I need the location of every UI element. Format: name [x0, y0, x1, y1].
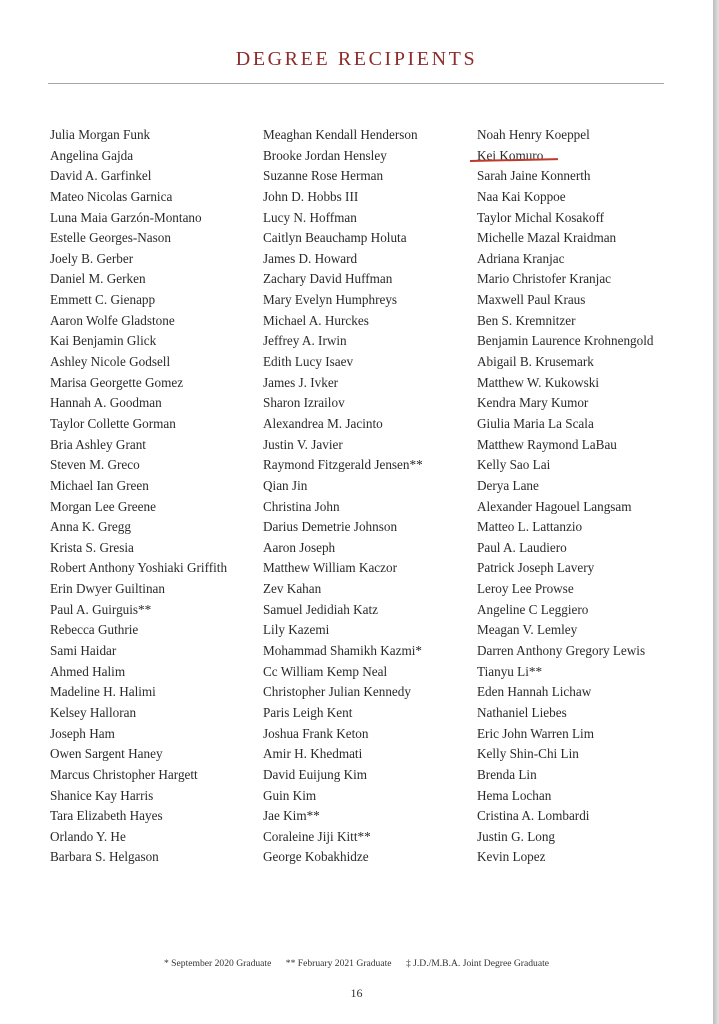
- recipient-name: Cristina A. Lombardi: [477, 808, 590, 824]
- heading-divider: [48, 83, 664, 84]
- recipient-name: Orlando Y. He: [50, 828, 126, 844]
- recipient-name: Kelly Shin-Chi Lin: [477, 746, 579, 762]
- recipient-name: Ashley Nicole Godsell: [50, 354, 171, 370]
- recipient-name: David Euijung Kim: [263, 766, 368, 782]
- recipient-name: Sharon Izrailov: [263, 395, 345, 411]
- recipient-name: Angelina Gajda: [50, 147, 134, 163]
- recipient-name: Suzanne Rose Herman: [263, 168, 384, 184]
- page-edge-shadow: [713, 0, 719, 1024]
- recipient-name-highlighted: Kei Komuro: [477, 147, 544, 163]
- recipient-name: Sarah Jaine Konnerth: [477, 168, 591, 184]
- recipient-name: Noah Henry Koeppel: [477, 127, 590, 142]
- recipient-name: Qian Jin: [263, 477, 308, 493]
- recipient-name: George Kobakhidze: [263, 849, 369, 865]
- recipient-name: Aaron Joseph: [263, 539, 336, 555]
- recipient-name: Mario Christofer Kranjac: [477, 271, 612, 287]
- recipient-name: Hema Lochan: [477, 787, 552, 803]
- recipient-name: Angeline C Leggiero: [477, 601, 589, 617]
- recipient-name: Mary Evelyn Humphreys: [263, 292, 398, 308]
- recipient-name: Meagan V. Lemley: [477, 622, 578, 638]
- recipient-name: Nathaniel Liebes: [477, 704, 567, 720]
- recipient-name: Kelsey Halloran: [50, 704, 137, 720]
- recipient-name: Taylor Michal Kosakoff: [477, 209, 605, 225]
- recipient-name: Madeline H. Halimi: [50, 684, 156, 700]
- recipient-name: Erin Dwyer Guiltinan: [50, 581, 165, 597]
- recipient-name: Brooke Jordan Hensley: [263, 147, 387, 163]
- recipient-name: Darius Demetrie Johnson: [263, 519, 398, 535]
- recipient-name: Ben S. Kremnitzer: [477, 312, 576, 328]
- recipients-column-3: [477, 126, 654, 869]
- recipient-name: Giulia Maria La Scala: [477, 415, 594, 431]
- recipient-name: Aaron Wolfe Gladstone: [50, 312, 175, 328]
- recipient-name: Amir H. Khedmati: [263, 746, 363, 762]
- recipient-name: Luna Maia Garzón-Montano: [50, 209, 202, 225]
- recipient-name: Christopher Julian Kennedy: [263, 684, 411, 700]
- page-heading: DEGREE RECIPIENTS: [235, 48, 478, 70]
- recipient-name: Emmett C. Gienapp: [50, 292, 156, 308]
- recipient-name: Tara Elizabeth Hayes: [50, 808, 163, 824]
- recipient-name: Paul A. Guirguis**: [50, 601, 152, 617]
- recipient-name: Krista S. Gresia: [50, 539, 134, 555]
- recipient-name: Taylor Collette Gorman: [50, 415, 176, 431]
- recipient-name: Cc William Kemp Neal: [263, 663, 388, 679]
- recipient-name: Julia Morgan Funk: [50, 127, 151, 142]
- recipient-name: Robert Anthony Yoshiaki Griffith: [50, 560, 228, 576]
- recipient-name: Joely B. Gerber: [50, 250, 134, 266]
- recipient-name: Kendra Mary Kumor: [477, 395, 589, 411]
- page-number: 16: [350, 986, 363, 1000]
- recipient-name: David A. Garfinkel: [50, 168, 152, 184]
- recipient-name: Marisa Georgette Gomez: [50, 374, 184, 390]
- recipient-name: John D. Hobbs III: [263, 188, 359, 204]
- recipient-name: Jae Kim**: [263, 808, 320, 824]
- recipient-name: Hannah A. Goodman: [50, 395, 162, 411]
- recipients-column-2: [263, 126, 423, 869]
- recipient-name: Samuel Jedidiah Katz: [263, 601, 378, 617]
- recipient-name: Daniel M. Gerken: [50, 271, 146, 287]
- recipient-name: Mohammad Shamikh Kazmi*: [263, 643, 422, 659]
- recipient-name: Caitlyn Beauchamp Holuta: [263, 230, 407, 246]
- recipient-name: Zev Kahan: [263, 581, 322, 597]
- recipient-name: Alexandrea M. Jacinto: [263, 415, 383, 431]
- footnotes: [0, 958, 713, 969]
- recipient-name: Anna K. Gregg: [50, 519, 131, 535]
- recipient-name: Michelle Mazal Kraidman: [477, 230, 617, 246]
- recipient-name: Guin Kim: [263, 787, 317, 803]
- recipient-name: Ahmed Halim: [50, 663, 126, 679]
- recipients-column-1: [50, 126, 227, 869]
- recipient-name: Benjamin Laurence Krohnengold: [477, 333, 654, 349]
- footnote-jd-mba: ‡ J.D./M.B.A. Joint Degree Graduate: [405, 958, 550, 969]
- recipient-name: Justin V. Javier: [263, 436, 343, 452]
- recipient-name: Justin G. Long: [477, 828, 556, 844]
- recipient-name: Matteo L. Lattanzio: [477, 519, 583, 535]
- recipient-name: Marcus Christopher Hargett: [50, 766, 198, 782]
- recipient-name: Lucy N. Hoffman: [263, 209, 357, 225]
- recipient-name: Sami Haidar: [50, 643, 117, 659]
- recipient-name: Paul A. Laudiero: [477, 539, 567, 555]
- recipient-name: Rebecca Guthrie: [50, 622, 139, 638]
- recipient-name: Alexander Hagouel Langsam: [477, 498, 632, 514]
- recipient-name: Eden Hannah Lichaw: [477, 684, 592, 700]
- recipient-name: James D. Howard: [263, 250, 358, 266]
- recipient-name: Eric John Warren Lim: [477, 725, 594, 741]
- recipient-name: Mateo Nicolas Garnica: [50, 188, 173, 204]
- recipient-name: Joshua Frank Keton: [263, 725, 369, 741]
- recipient-name: Darren Anthony Gregory Lewis: [477, 643, 646, 659]
- recipient-name: Bria Ashley Grant: [50, 436, 146, 452]
- recipient-name: Matthew William Kaczor: [263, 560, 397, 576]
- recipient-name: Estelle Georges-Nason: [50, 230, 171, 246]
- recipient-name: Kelly Sao Lai: [477, 457, 551, 473]
- recipient-name: Tianyu Li**: [477, 663, 543, 679]
- recipient-name: Brenda Lin: [477, 766, 537, 782]
- recipient-name: Joseph Ham: [50, 725, 115, 741]
- recipient-name: Michael A. Hurckes: [263, 312, 369, 328]
- recipient-name: Leroy Lee Prowse: [477, 581, 574, 597]
- recipient-name: Meaghan Kendall Henderson: [263, 127, 418, 142]
- recipient-name: Zachary David Huffman: [263, 271, 393, 287]
- recipient-name: Derya Lane: [477, 477, 539, 493]
- recipient-name: Matthew Raymond LaBau: [477, 436, 617, 452]
- recipient-name: Shanice Kay Harris: [50, 787, 154, 803]
- recipient-name: Abigail B. Krusemark: [477, 354, 594, 370]
- recipient-name: Maxwell Paul Kraus: [477, 292, 586, 308]
- recipient-name: Steven M. Greco: [50, 457, 140, 473]
- recipient-name: Barbara S. Helgason: [50, 849, 159, 865]
- recipient-name: James J. Ivker: [263, 374, 339, 390]
- recipient-name: Edith Lucy Isaev: [263, 354, 354, 370]
- recipient-name: Morgan Lee Greene: [50, 498, 156, 514]
- footnote-september: * September 2020 Graduate: [163, 958, 272, 969]
- recipient-name: Christina John: [263, 498, 340, 514]
- recipient-name: Coraleine Jiji Kitt**: [263, 828, 371, 844]
- recipient-name: Raymond Fitzgerald Jensen**: [263, 457, 423, 473]
- recipient-name: Michael Ian Green: [50, 477, 149, 493]
- recipient-name: Naa Kai Koppoe: [477, 188, 566, 204]
- recipient-name: Owen Sargent Haney: [50, 746, 163, 762]
- recipient-name: Jeffrey A. Irwin: [263, 333, 347, 349]
- recipient-name: Matthew W. Kukowski: [477, 374, 599, 390]
- recipient-name: Patrick Joseph Lavery: [477, 560, 595, 576]
- recipient-name: Kevin Lopez: [477, 849, 546, 865]
- recipient-name: Kai Benjamin Glick: [50, 333, 157, 349]
- recipient-name: Lily Kazemi: [263, 622, 330, 638]
- recipient-name: Paris Leigh Kent: [263, 704, 353, 720]
- recipient-name: Adriana Kranjac: [477, 250, 565, 266]
- footnote-february: ** February 2021 Graduate: [285, 958, 392, 969]
